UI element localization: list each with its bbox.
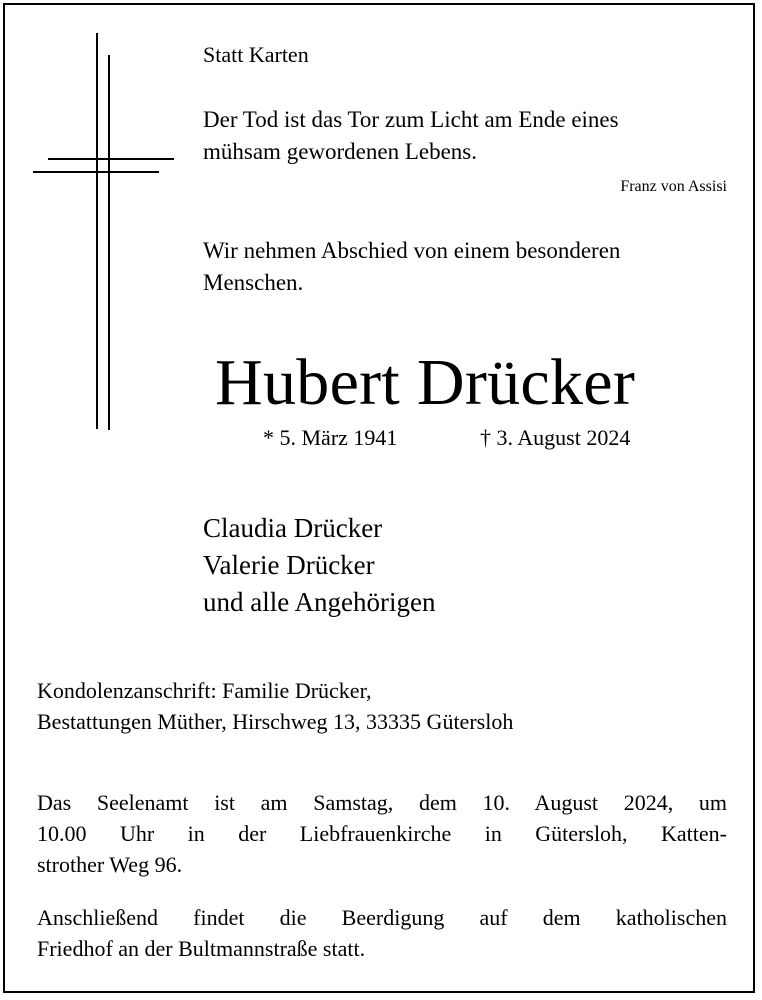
- intro-text: Statt Karten: [203, 42, 309, 67]
- mourner-2: Valerie Drücker: [203, 550, 375, 580]
- condolence-line-1: Kondolenzanschrift: Familie Drücker,: [37, 678, 372, 703]
- burial-line-1: Anschließend findet die Beerdigung auf dem katholischen: [37, 905, 727, 930]
- deceased-name: Hubert Drücker: [215, 346, 636, 419]
- burial-paragraph: [37, 902, 727, 964]
- quote-author: Franz von Assisi: [620, 178, 727, 195]
- service-line-1: Das Seelenamt ist am Samstag, dem 10. August 2024, um: [37, 790, 727, 815]
- burial-line-2: Friedhof an der Bultmannstraße statt.: [37, 936, 366, 961]
- mourner-1: Claudia Drücker: [203, 513, 383, 543]
- service-line-2: 10.00 Uhr in der Liebfrauenkirche in Gütersloh, Katten-: [37, 821, 727, 846]
- farewell-line-2: Menschen.: [203, 270, 304, 295]
- quote-line-1: Der Tod ist das Tor zum Licht am Ende eines: [203, 107, 619, 132]
- condolence-line-2: Bestattungen Müther, Hirschweg 13, 33335 Gütersloh: [37, 709, 514, 734]
- birth-date: * 5. März 1941: [263, 425, 398, 450]
- quote-line-2: mühsam gewordenen Lebens.: [203, 139, 478, 164]
- farewell-line-1: Wir nehmen Abschied von einem besonderen: [203, 238, 621, 263]
- death-date: † 3. August 2024: [480, 425, 631, 450]
- service-line-3: strother Weg 96.: [37, 852, 183, 877]
- mourner-3: und alle Angehörigen: [203, 587, 436, 617]
- service-paragraph: [37, 787, 727, 880]
